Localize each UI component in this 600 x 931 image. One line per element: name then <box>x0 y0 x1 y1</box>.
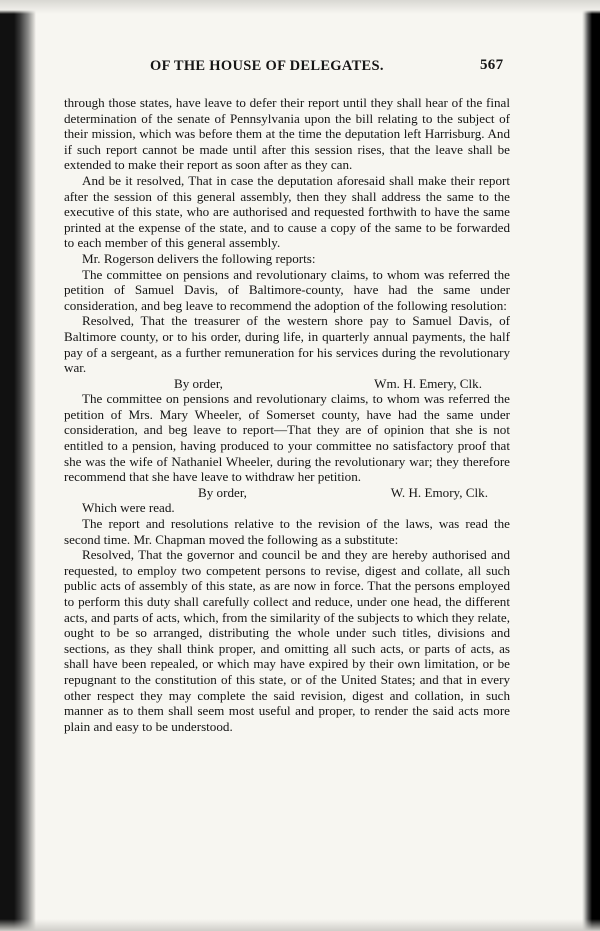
signature-by-order: By order, <box>174 375 223 391</box>
paragraph-resolved-governor: Resolved, That the governor and council be and they are hereby authorised and requested, to employ two competent persons to revise, digest and collate, all such public acts of assembly of this state, as are now in force. That the persons employed to perform this duty shall carefully collect and reduce, under one head, the different acts, and parts of acts, which, from the similarity of the subjects to which they relate, ought to be so arranged, distributing the whole under such titles, divisions and sections, as they shall think proper, and omitting all such acts, or parts of acts, as shall have been repealed, or which may have expired by their own limitation, or be repugnant to the constitution of this state, or of the United States; and that in every other respect they may complete the said revision, digest and collation, in such manner as to them shall seem most useful and proper, to render the said acts more plain and easy to be understood. <box>64 547 510 734</box>
page-edge-right <box>582 0 600 931</box>
signature-line-1 <box>64 376 510 392</box>
paragraph-which-were-read: Which were read. <box>82 500 175 516</box>
paragraph-committee-davis: The committee on pensions and revolutionary claims, to whom was referred the petition of Samuel Davis, of Baltimore-county, have had the same under consideration, and beg leave to recommend the adoption of the following resolution: <box>64 266 510 313</box>
page-number: 567 <box>480 57 504 73</box>
paragraph-committee-wheeler: The committee on pensions and revolutionary claims, to whom was referred the petition of Mrs. Mary Wheeler, of Somerset county, have had the same under consideration, and beg leave to report—That they are of opinion that she is not entitled to a pension, having produced to your committee no satisfactory proof that she was the wife of Nathaniel Wheeler, during the revolutionary war; they therefore recommend that she have leave to withdraw her petition. <box>64 391 510 485</box>
signature-line-2 <box>64 485 510 501</box>
signature-by-order: By order, <box>198 484 247 500</box>
page-edge-bottom <box>0 919 600 931</box>
paragraph-rogerson-reports: Mr. Rogerson delivers the following reports: <box>82 250 316 266</box>
signature-clerk: Wm. H. Emery, Clk. <box>374 375 482 391</box>
binding-shadow-left <box>0 0 36 931</box>
running-head-title: OF THE HOUSE OF DELEGATES. <box>150 58 384 74</box>
paragraph-resolution-deputation: And be it resolved, That in case the deputation aforesaid shall make their report after the session of this general assembly, then they shall address the same to the executive of this state, who are authorised and requested forthwith to have the same printed at the expense of the state, and to cause a copy of the same to be forwarded to each member of this general assembly. <box>64 172 510 251</box>
paragraph-resolved-davis: Resolved, That the treasurer of the western shore pay to Samuel Davis, of Baltimore county, or to his order, during life, in quarterly annual payments, the half pay of a sergeant, as a further remuneration for his services during the revolutionary war. <box>64 313 510 376</box>
paragraph-continuation: through those states, have leave to defer their report until they shall hear of the final determination of the senate of Pennsylvania upon the bill relating to the subject of their mission, which was before them at the time the deputation left Harrisburg. And if such report cannot be made until after this session rises, that the leave shall be extended to make their report as soon after as they can. <box>64 95 510 173</box>
page-edge-top <box>0 0 600 14</box>
signature-clerk: W. H. Emory, Clk. <box>390 484 488 500</box>
paragraph-revision-of-laws: The report and resolutions relative to the revision of the laws, was read the second time. Mr. Chapman moved the following as a substitute: <box>64 516 510 547</box>
body-text <box>64 95 510 734</box>
